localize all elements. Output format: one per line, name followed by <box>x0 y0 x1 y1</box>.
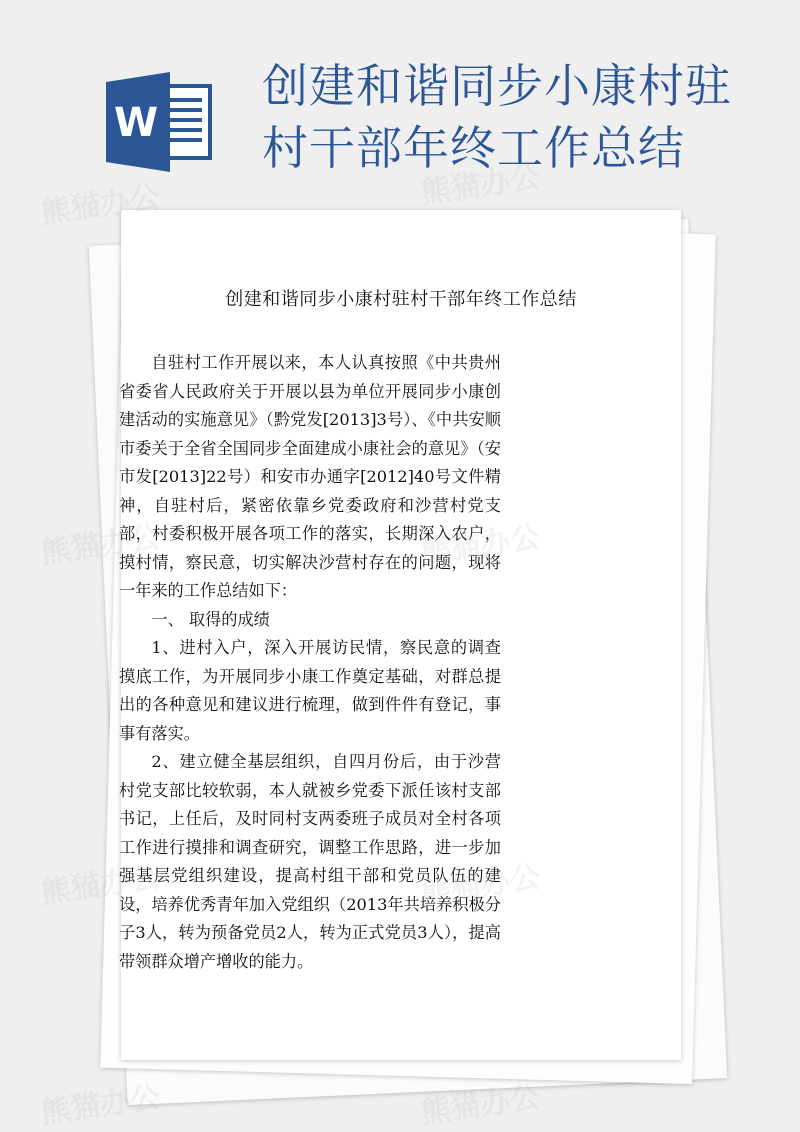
paragraph-item-2: 2、建立健全基层组织，自四月份后，由于沙营村党支部比较软弱，本人就被乡党委下派任该村支部书记，上任后，及时同村支两委班子成员对全村各项工作进行摸排和调查研究，调整工作思路，进一步加强基层党组织建设，提高村组干部和党员队伍的建设，培养优秀青年加入党组织（2013年共培养积极分子3人，转为预备党员2人，转为正式党员3人），提高带领群众增产增收的能力。 <box>119 752 501 971</box>
banner <box>0 0 800 210</box>
watermark: 熊猫办公 <box>418 1079 543 1132</box>
watermark: 熊猫办公 <box>38 859 163 912</box>
watermark: 熊猫办公 <box>38 519 163 572</box>
word-logo-icon <box>100 72 220 172</box>
paragraph-item-1: 1、进村入户，深入开展访民情，察民意的调查摸底工作，为开展同步小康工作奠定基础，对群总提出的各种意见和建议进行梳理，做到件件有登记，事事有落实。 <box>119 638 501 743</box>
document-body <box>119 349 501 976</box>
watermark: 熊猫办公 <box>38 1079 163 1132</box>
watermark: 熊猫办公 <box>38 179 163 232</box>
section-heading: 一、 取得的成绩 <box>151 609 270 629</box>
svg-text:W: W <box>113 100 159 146</box>
watermark: 熊猫办公 <box>418 159 543 212</box>
paragraph-intro: 自驻村工作开展以来，本人认真按照《中共贵州省委省人民政府关于开展以县为单位开展同步小康创建活动的实施意见》（黔党发[2013]3号）、《中共安顺市委关于全省全国同步全面建成小康社会的意见》（安市发[2013]22号）和安市办通字[2012]40号文件精神，自驻村后，紧密依靠乡党委政府和沙营村党支部，村委积极开展各项工作的落实，长期深入农户，摸村情，察民意，切实解决沙营村存在的问题，现将一年来的工作总结如下： <box>119 353 501 600</box>
banner-title-line1: 创建和谐同步小康村驻 <box>262 59 732 113</box>
banner-title <box>262 55 782 179</box>
document-title: 创建和谐同步小康村驻村干部年终工作总结 <box>225 289 577 310</box>
banner-title-line2: 村干部年终工作总结 <box>262 121 685 175</box>
